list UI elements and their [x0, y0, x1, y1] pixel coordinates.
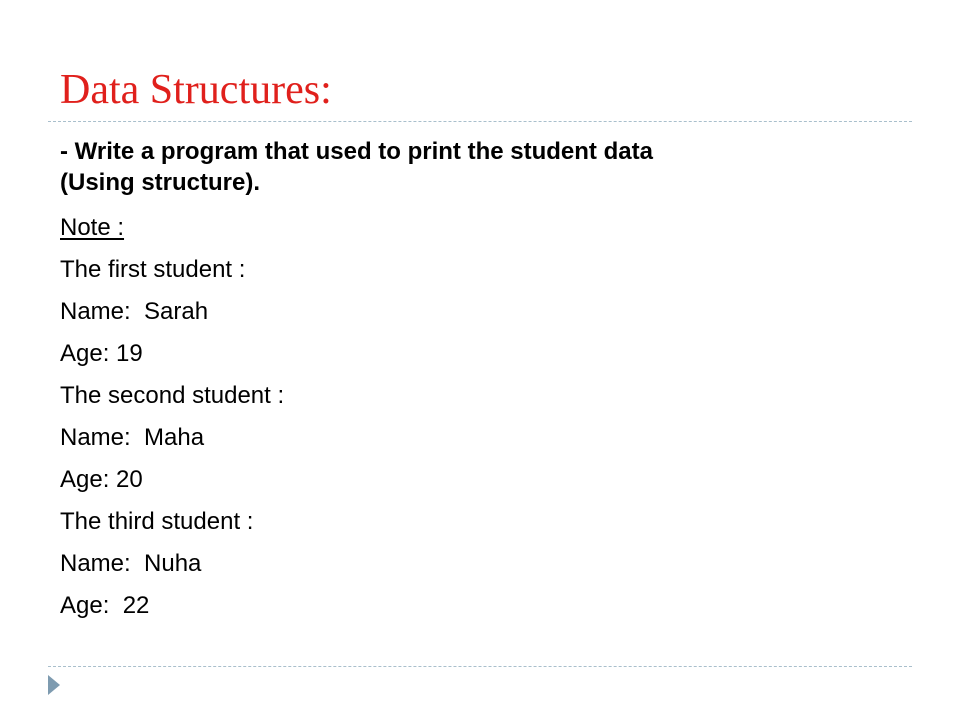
student-2-age: Age: 20	[60, 466, 143, 493]
student-1-heading: The first student :	[60, 256, 246, 283]
student-3-name: Name: Nuha	[60, 550, 202, 577]
footer-divider	[48, 666, 912, 667]
student-1-age: Age: 19	[60, 340, 143, 367]
student-3-heading: The third student :	[60, 508, 254, 535]
student-1-name: Name: Sarah	[60, 298, 209, 325]
student-2-name: Name: Maha	[60, 424, 205, 451]
title-divider	[48, 121, 912, 122]
slide-title: Data Structures:	[60, 67, 332, 113]
slide-content	[60, 136, 920, 627]
student-2-heading: The second student :	[60, 382, 285, 409]
triangle-right-icon	[48, 675, 60, 695]
note-label: Note :	[60, 214, 125, 241]
question-text: - Write a program that used to print the student data (Using structure).	[60, 138, 653, 196]
student-3-age: Age: 22	[60, 592, 150, 619]
